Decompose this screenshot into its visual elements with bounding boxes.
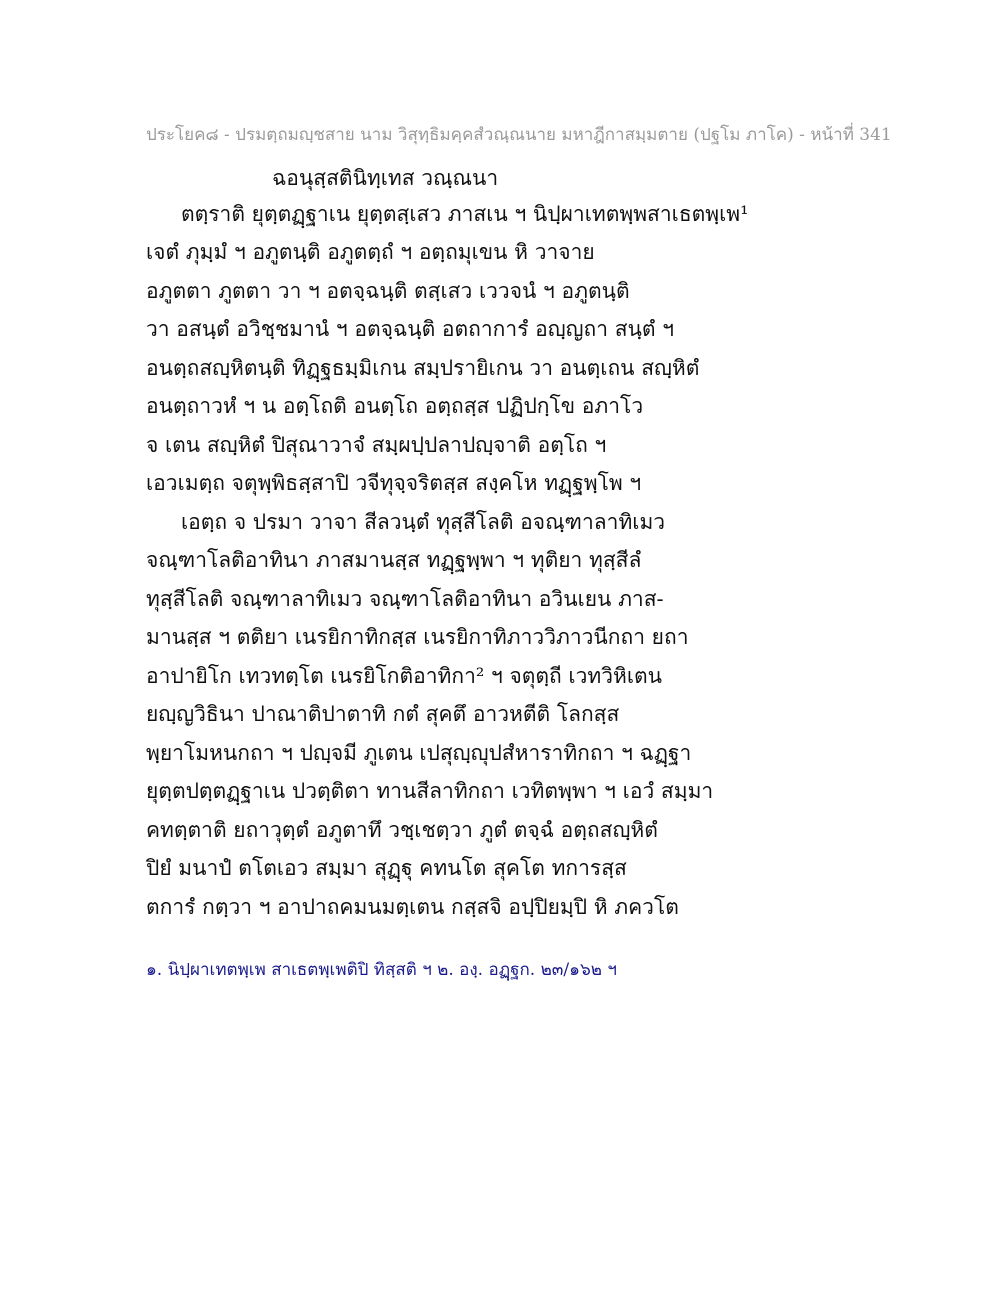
footnote: ๑. นิปฺผาเทตพฺเพ สาเธตพฺเพติปิ ทิสฺสติ ฯ ๒. องฺ. อฏฺฐก. ๒๓/๑๖๒ ฯ: [146, 960, 617, 980]
running-header: ประโยค๘ - ปรมตฺถมญฺชสาย นาม วิสุทฺธิมคฺคสํวณฺณนาย มหาฎีกาสมฺมตาย (ปฐโม ภาโค) - หน้าที่ 341: [146, 125, 892, 145]
text-line: ตการํ กตฺวา ฯ อาปาถคมนมตฺเตน กสฺสจิ อปฺปิยมฺปิ หิ ภควโต: [146, 895, 679, 919]
text-line: อนตฺถาวหํ ฯ น อตฺโถติ อนตฺโถ อตฺถสฺส ปฏิปกฺโข อภาโว: [146, 394, 644, 418]
text-line: อนตฺถสญฺหิตนฺติ ทิฏฺฐธมฺมิเกน สมฺปรายิเกน วา อนตฺเถน สญฺหิตํ: [146, 356, 700, 380]
text-line: ทุสฺสีโลติ จณฺฑาลาทิเมว จณฺฑาโลติอาทินา อวินเยน ภาส-: [146, 587, 664, 611]
text-line: ปิยํ มนาปํ ตโตเอว สมฺมา สุฏฺฐุ คทนโต สุคโต ทการสฺส: [146, 856, 627, 880]
text-line: วา อสนฺตํ อวิชฺชมานํ ฯ อตจฺฉนฺติ อตถาการํ อญฺญถา สนฺตํ ฯ: [146, 317, 675, 341]
text-line: เอตฺถ จ ปรมา วาจา สีลวนฺตํ ทุสฺสีโลติ อจณฺฑาลาทิเมว: [181, 510, 666, 534]
text-line: ยญฺญวิธินา ปาณาติปาตาทิ กตํ สุคตึ อาวหตีติ โลกสฺส: [146, 702, 620, 726]
text-line: จ เตน สญฺหิตํ ปิสุณาวาจํ สมฺผปฺปลาปญฺจาติ อตฺโถ ฯ: [146, 433, 607, 457]
text-line: คทตฺตาติ ยถาวุตฺตํ อภูตาทึ วชฺเชตฺวา ภูตํ ตจฺฉํ อตฺถสญฺหิตํ: [146, 818, 658, 842]
section-title: ฉอนุสฺสตินิทฺเทส วณฺณนา: [272, 166, 499, 190]
text-line: จณฺฑาโลติอาทินา ภาสมานสฺส ทฏฺฐพฺพา ฯ ทุติยา ทุสฺสีลํ: [146, 548, 642, 572]
text-line: มานสฺส ฯ ตติยา เนรยิกาทิกสฺส เนรยิกาทิภาววิภาวนีกถา ยถา: [146, 625, 689, 649]
text-line: พฺยาโมหนกถา ฯ ปญฺจมี ภูเตน เปสุญฺญุปสํหาราทิกถา ฯ ฉฏฺฐา: [146, 741, 692, 765]
text-line: เอวเมตฺถ จตุพฺพิธสฺสาปิ วจีทุจฺจริตสฺส สงฺคโห ทฏฺฐพฺโพ ฯ: [146, 471, 642, 495]
text-line: อาปายิโก เทวทตฺโต เนรยิโกติอาทิกา² ฯ จตุตฺถี เวทวิหิเตน: [146, 664, 663, 688]
text-line: ยุตฺตปตฺตฏฺฐาเน ปวตฺติตา ทานสีลาทิกถา เวทิตพฺพา ฯ เอวํ สมฺมา: [146, 779, 714, 803]
text-line: เจตํ ภุมฺมํ ฯ อภูตนฺติ อภูตตฺถํ ฯ อตฺถมุเขน หิ วาจาย: [146, 240, 595, 264]
text-line: ตตฺราติ ยุตฺตฏฺฐาเน ยุตฺตสฺเสว ภาสเน ฯ นิปฺผาเทตพฺพสาเธตพฺเพ¹: [181, 202, 749, 226]
text-line: อภูตตา ภูตตา วา ฯ อตจฺฉนฺติ ตสฺเสว เววจนํ ฯ อภูตนฺติ: [146, 279, 630, 303]
